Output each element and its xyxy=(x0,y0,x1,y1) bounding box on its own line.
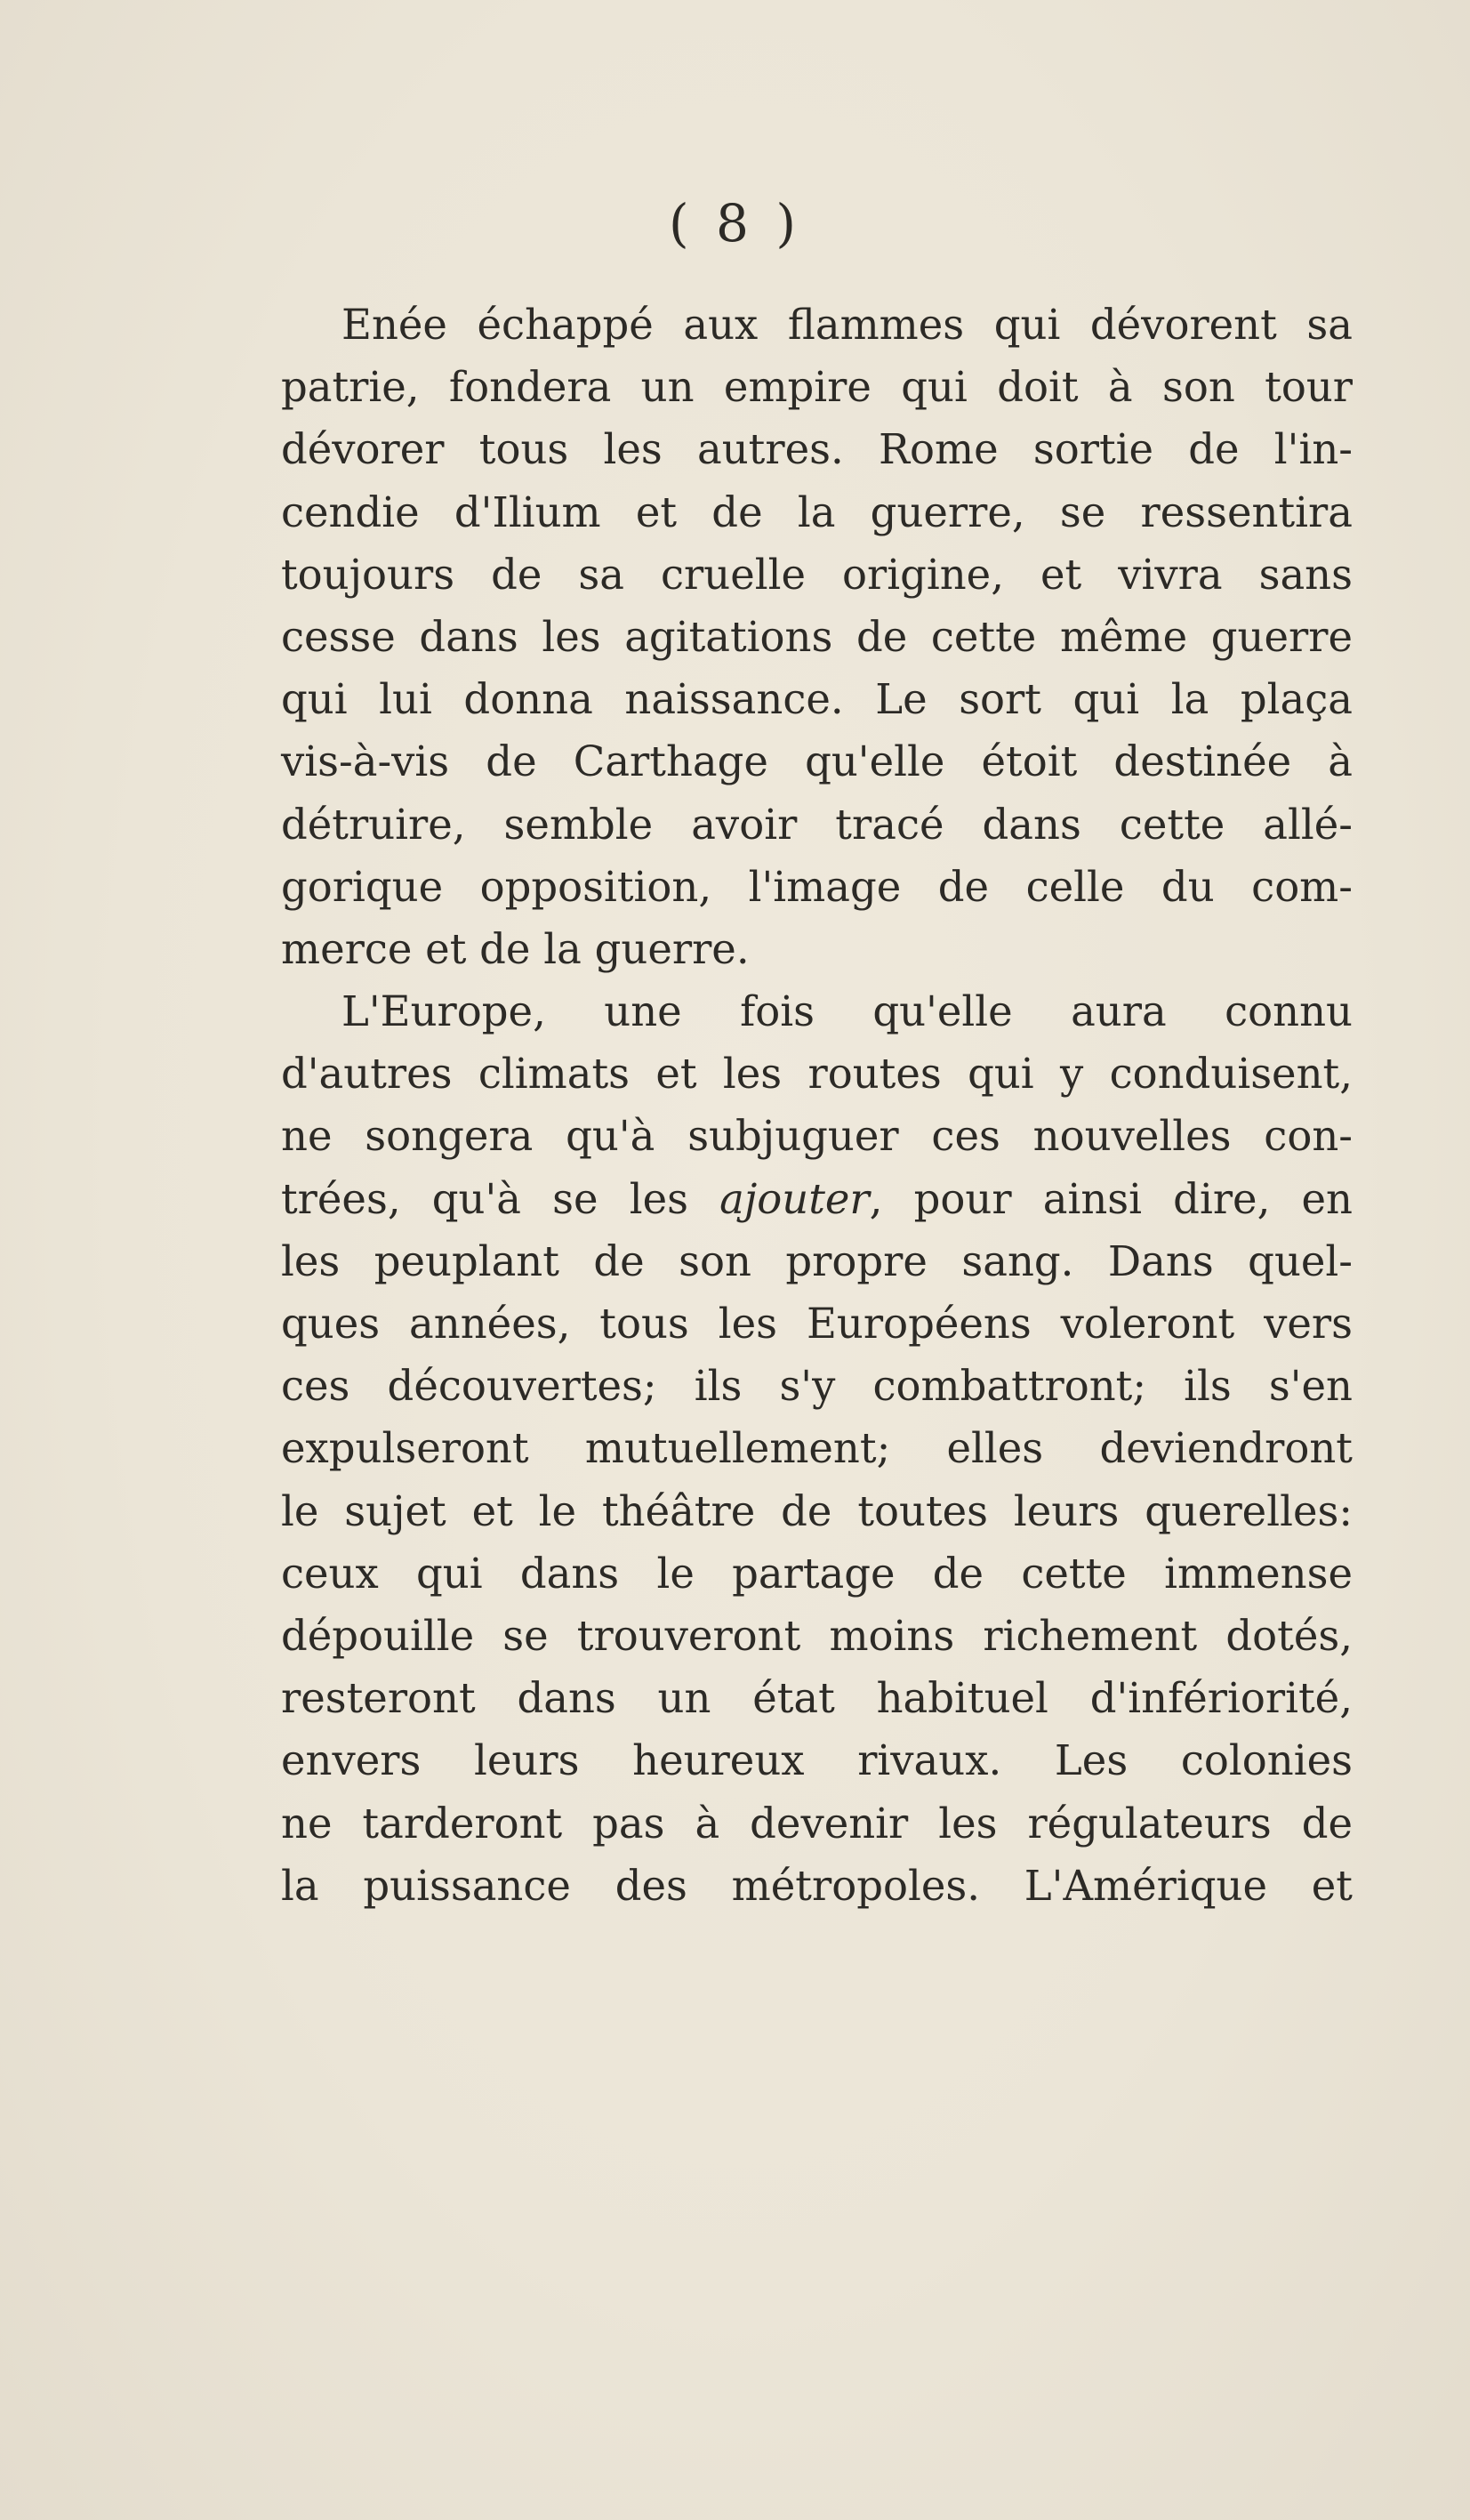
text-line: cendie d'Ilium et de la guerre, se ressentira xyxy=(281,487,1353,536)
text-line: ceux qui dans le partage de cette immense xyxy=(281,1549,1353,1598)
text-line: gorique opposition, l'image de celle du com- xyxy=(281,862,1353,911)
text-line: dévorer tous les autres. Rome sortie de l'in- xyxy=(281,425,1353,474)
text-line: détruire, semble avoir tracé dans cette allé- xyxy=(281,800,1353,849)
text-segment: trées, qu'à se les xyxy=(281,1174,720,1223)
text-line: patrie, fondera un empire qui doit à son tour xyxy=(281,363,1353,412)
text-line: L'Europe, une fois qu'elle aura connu xyxy=(341,987,1353,1036)
text-line: expulseront mutuellement; elles deviendront xyxy=(281,1424,1353,1473)
page-number: ( 8 ) xyxy=(668,193,802,254)
text-segment: , pour ainsi dire, en xyxy=(869,1174,1353,1223)
text-line-with-italic xyxy=(281,1168,1353,1230)
text-line: d'autres climats et les routes qui y conduisent, xyxy=(281,1050,1353,1099)
text-line: ne songera qu'à subjuguer ces nouvelles con- xyxy=(281,1112,1353,1161)
text-line: toujours de sa cruelle origine, et vivra sans xyxy=(281,550,1353,599)
text-line: cesse dans les agitations de cette même guerre xyxy=(281,612,1353,661)
body-text xyxy=(281,294,1353,1917)
text-line: vis-à-vis de Carthage qu'elle étoit destinée à xyxy=(281,737,1353,786)
text-line: qui lui donna naissance. Le sort qui la plaça xyxy=(281,675,1353,724)
text-line: ne tarderont pas à devenir les régulateurs de xyxy=(281,1799,1353,1848)
text-line: la puissance des métropoles. L'Amérique et xyxy=(281,1861,1353,1910)
text-line: le sujet et le théâtre de toutes leurs querelles: xyxy=(281,1486,1353,1535)
text-line: merce et de la guerre. xyxy=(281,924,750,973)
text-line: resteront dans un état habituel d'infériorité, xyxy=(281,1674,1353,1723)
text-line: ces découvertes; ils s'y combattront; ils s'en xyxy=(281,1362,1353,1411)
text-line: ques années, tous les Européens voleront vers xyxy=(281,1300,1353,1348)
text-line: envers leurs heureux rivaux. Les colonies xyxy=(281,1736,1353,1785)
text-line: dépouille se trouveront moins richement dotés, xyxy=(281,1611,1353,1660)
text-line: les peuplant de son propre sang. Dans quel- xyxy=(281,1236,1353,1285)
italic-word: ajouter xyxy=(719,1174,870,1223)
text-line: Enée échappé aux flammes qui dévorent sa xyxy=(341,301,1353,349)
